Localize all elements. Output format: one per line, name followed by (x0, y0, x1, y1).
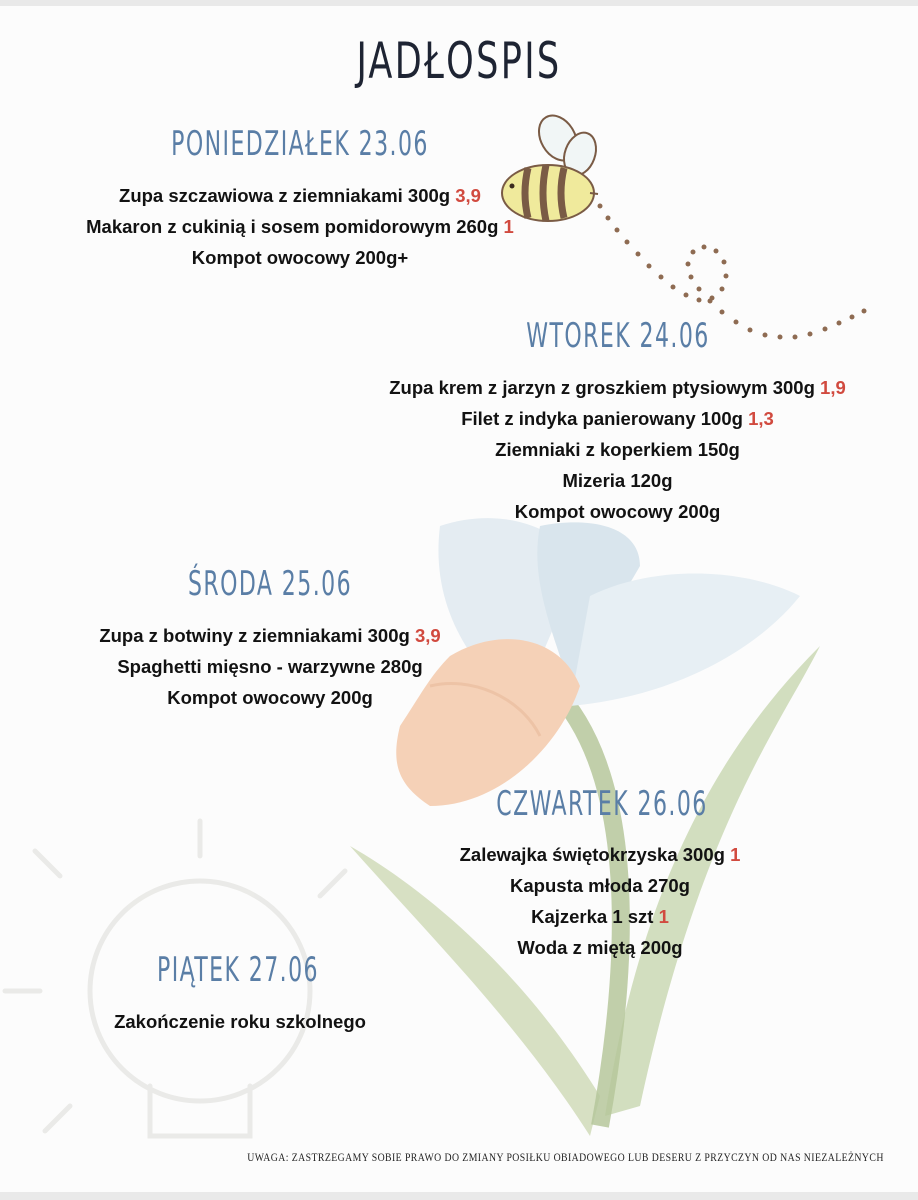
menu-item: Ziemniaki z koperkiem 150g (495, 439, 740, 460)
allergen-codes: 1 (730, 844, 741, 865)
allergen-codes: 1 (503, 216, 514, 237)
menu-item: Zalewajka świętokrzyska 300g 1 (459, 844, 741, 865)
day-menu-tuesday (340, 372, 895, 527)
menu-item: Makaron z cukinią i sosem pomidorowym 260g 1 (86, 216, 514, 237)
allergen-codes: 1,9 (820, 377, 846, 398)
menu-item: Kajzerka 1 szt 1 (531, 906, 669, 927)
allergen-codes: 1,3 (748, 408, 774, 429)
menu-item: Mizeria 120g (562, 470, 673, 491)
flower-illustration (350, 518, 820, 1136)
day-heading-tuesday: WTOREK 24.06 (526, 316, 710, 356)
menu-item: Kompot owocowy 200g (514, 501, 721, 522)
menu-item: Zakończenie roku szkolnego (114, 1011, 366, 1032)
disclaimer-note: UWAGA: ZASTRZEGAMY SOBIE PRAWO DO ZMIANY POSIŁKU OBIADOWEGO LUB DESERU Z PRZYCZYN OD NAS NIEZALEŻNYCH (247, 1152, 884, 1164)
day-heading-friday: PIĄTEK 27.06 (156, 950, 320, 990)
menu-item: Filet z indyka panierowany 100g 1,3 (461, 408, 774, 429)
menu-item: Spaghetti mięsno - warzywne 280g (117, 656, 423, 677)
menu-item: Kompot owocowy 200g+ (191, 247, 409, 268)
day-heading-wednesday: ŚRODA 25.06 (187, 564, 353, 604)
day-heading-monday: PONIEDZIAŁEK 23.06 (171, 124, 429, 164)
day-menu-wednesday (30, 620, 510, 713)
allergen-codes: 3,9 (455, 185, 481, 206)
allergen-codes: 3,9 (414, 625, 441, 646)
menu-item: Zupa szczawiowa z ziemniakami 300g 3,9 (119, 185, 481, 206)
menu-item: Kompot owocowy 200g (167, 687, 373, 708)
day-menu-friday (40, 1006, 440, 1037)
page-title: JADŁOSPIS (356, 32, 562, 90)
menu-page (0, 6, 918, 1192)
menu-item: Zupa z botwiny z ziemniakami 300g 3,9 (99, 625, 441, 646)
menu-item: Woda z miętą 200g (517, 937, 683, 958)
day-menu-thursday (400, 839, 800, 963)
day-heading-thursday: CZWARTEK 26.06 (496, 784, 708, 824)
day-menu-monday (40, 180, 560, 273)
allergen-codes: 1 (658, 906, 669, 927)
menu-item: Zupa krem z jarzyn z groszkiem ptysiowym 300g 1,9 (389, 377, 846, 398)
menu-item: Kapusta młoda 270g (510, 875, 690, 896)
